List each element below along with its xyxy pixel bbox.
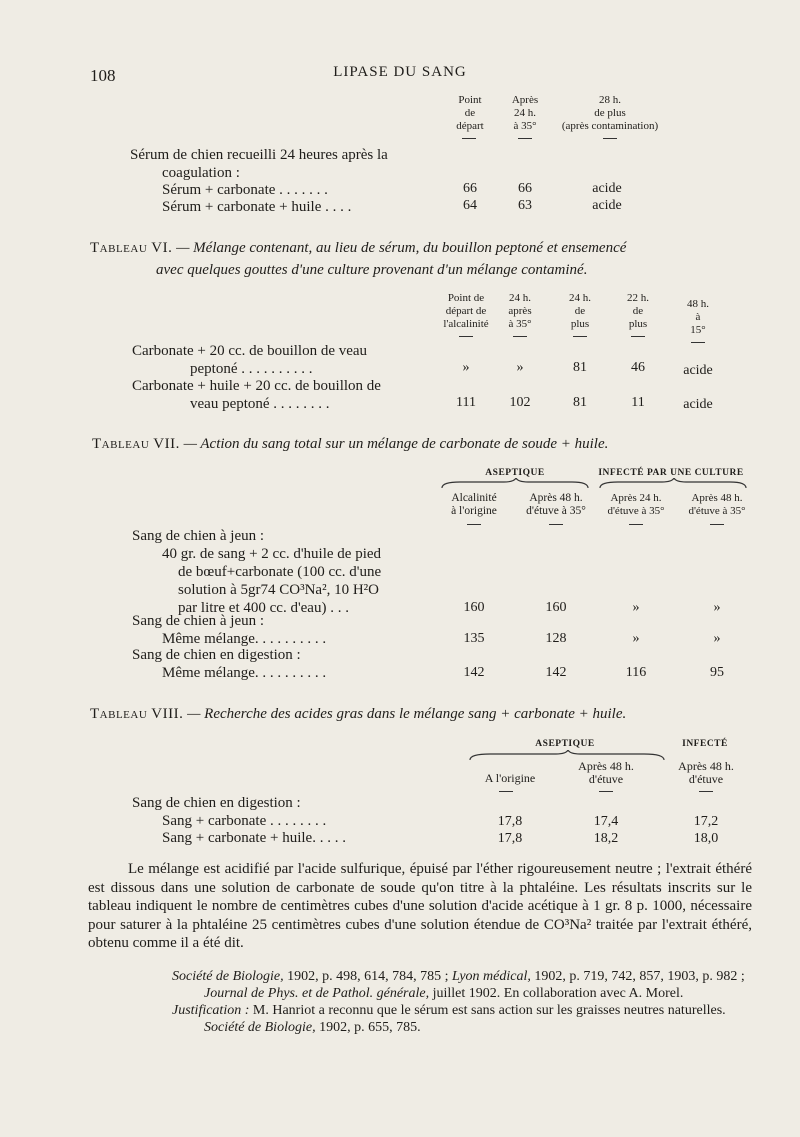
reference-2: Justification : M. Hanriot a reconnu que le sérum est sans action sur les graisses neutres naturelles. Société de Biologie, 1902, p. 655, 785. xyxy=(172,1003,726,1035)
row-group-label: Sérum de chien recueilli 24 heures après la xyxy=(130,147,388,163)
cell-value: 46 xyxy=(631,360,645,375)
reference-1: Société de Biologie, 1902, p. 498, 614, 784, 785 ; Lyon médical, 1902, p. 719, 742, 857, 1903, p. 982 ; Journal de Phys. et de Pathol. générale, juillet 1902. En collaboration avec A. Morel. xyxy=(172,969,745,1001)
cell-value: 64 xyxy=(463,198,477,213)
cell-value: 18,0 xyxy=(693,831,719,846)
row-label: 40 gr. de sang + 2 cc. d'huile de pied xyxy=(162,546,382,562)
page-number: 108 xyxy=(90,66,116,85)
column-header: 24 h. de plus xyxy=(569,292,591,330)
group-header-aseptique: ASEPTIQUE xyxy=(485,468,545,478)
cell-value: » xyxy=(713,600,721,615)
column-header: Après 48 h. d'étuve xyxy=(578,759,634,786)
cell-value: » xyxy=(632,600,640,615)
cell-value: 66 xyxy=(518,181,532,196)
column-header: 48 h. à 15° xyxy=(687,298,709,336)
running-head: LIPASE DU SANG xyxy=(333,64,467,80)
cell-value: » xyxy=(516,360,524,375)
table-title: Tableau VII. — Action du sang total sur un mélange de carbonate de soude + huile. xyxy=(92,436,609,452)
column-header: Point de départ de l'alcalinité xyxy=(443,292,489,330)
column-header: Après 48 h. d'étuve à 35° xyxy=(688,492,746,517)
cell-value: 17,8 xyxy=(497,831,523,846)
cell-value: acide xyxy=(592,181,622,196)
row-label: veau peptoné . . . . . . . . xyxy=(190,396,330,412)
table-title: Tableau VI. — Mélange contenant, au lieu de sérum, du bouillon peptoné et ensemencé xyxy=(90,240,627,256)
group-header-infecte: INFECTÉ PAR UNE CULTURE xyxy=(598,468,744,478)
row-label: Même mélange. . . . . . . . . . xyxy=(162,665,327,681)
column-header: A l'origine xyxy=(484,771,536,785)
cell-value: 142 xyxy=(463,665,485,680)
column-header: Alcalinité à l'origine xyxy=(451,492,497,517)
cell-value: 17,8 xyxy=(497,814,523,829)
cell-value: acide xyxy=(683,397,713,412)
table-title-line2: avec quelques gouttes d'une culture provenant d'un mélange contaminé. xyxy=(156,262,588,278)
cell-value: 81 xyxy=(573,360,587,375)
row-group-label: Sang de chien à jeun : xyxy=(132,528,265,544)
cell-value: 135 xyxy=(463,631,485,646)
cell-value: 17,4 xyxy=(593,814,619,829)
group-header-aseptique: ASEPTIQUE xyxy=(535,739,595,749)
column-header: Point de départ xyxy=(456,94,484,132)
cell-value: 116 xyxy=(625,665,647,680)
column-header: Après 48 h. d'étuve à 35° xyxy=(526,492,586,517)
row-group-label: Sang de chien en digestion : xyxy=(132,647,301,663)
row-label: Sang + carbonate + huile. . . . . xyxy=(162,830,346,846)
cell-value: acide xyxy=(592,198,622,213)
row-label: Sérum + carbonate + huile . . . . xyxy=(162,199,352,215)
row-group-label: coagulation : xyxy=(162,165,240,181)
cell-value: » xyxy=(713,631,721,646)
column-header: 24 h. après à 35° xyxy=(508,292,532,330)
cell-value: 128 xyxy=(545,631,567,646)
row-label: peptoné . . . . . . . . . . xyxy=(190,361,313,377)
cell-value: 11 xyxy=(631,395,645,410)
cell-value: 160 xyxy=(545,600,567,615)
row-label: par litre et 400 cc. d'eau) . . . xyxy=(178,600,349,616)
references xyxy=(172,968,752,1036)
body-paragraph: Le mélange est acidifié par l'acide sulfurique, épuisé par l'éther rigoureusement neutre ; l'extrait éthéré est dissous dans une solution de carbonate de soude qu'on titre à la phtaléine. Les résultats inscrits sur le tableau indiquent le nombre de centimètres cubes d'une solution d'acide acétique à 1 gr. 8 p. 1000, nécessaire pour saturer à la phtaléine 25 centimètres cubes d'une solution étendue de CO³Na² traitée par l'extrait éthéré, obtenu comme il a été dit. xyxy=(88,861,752,951)
row-group-label: Sang de chien à jeun : xyxy=(132,613,265,629)
row-label: Même mélange. . . . . . . . . . xyxy=(162,631,327,647)
column-header: Après 24 h. à 35° xyxy=(511,94,539,132)
cell-value: 81 xyxy=(573,395,587,410)
cell-value: 102 xyxy=(509,395,531,410)
cell-value: 18,2 xyxy=(593,831,619,846)
cell-value: 17,2 xyxy=(693,814,719,829)
cell-value: acide xyxy=(683,363,713,378)
row-label: Carbonate + 20 cc. de bouillon de veau xyxy=(132,343,368,359)
row-label: solution à 5gr74 CO³Na², 10 H²O xyxy=(178,582,379,598)
cell-value: 63 xyxy=(518,198,532,213)
table-title: Tableau VIII. — Recherche des acides gras dans le mélange sang + carbonate + huile. xyxy=(90,706,627,722)
cell-value: 95 xyxy=(710,665,724,680)
row-label: Carbonate + huile + 20 cc. de bouillon de xyxy=(132,378,381,394)
group-braces xyxy=(440,478,750,490)
group-header-infecte: INFECTÉ xyxy=(682,739,728,749)
cell-value: » xyxy=(462,360,470,375)
row-group-label: Sang de chien en digestion : xyxy=(132,795,301,811)
cell-value: 66 xyxy=(463,181,477,196)
row-label: Sérum + carbonate . . . . . . . xyxy=(162,182,328,198)
row-label: Sang + carbonate . . . . . . . . xyxy=(162,813,327,829)
row-label: de bœuf+carbonate (100 cc. d'une xyxy=(178,564,382,580)
cell-value: 111 xyxy=(456,395,476,410)
column-header: 28 h. de plus (après contamination) xyxy=(561,94,659,132)
cell-value: 160 xyxy=(463,600,485,615)
column-header: 22 h. de plus xyxy=(627,292,649,330)
column-header: Après 24 h. d'étuve à 35° xyxy=(607,492,665,517)
cell-value: 142 xyxy=(545,665,567,680)
cell-value: » xyxy=(632,631,640,646)
column-header: Après 48 h. d'étuve xyxy=(678,759,734,786)
